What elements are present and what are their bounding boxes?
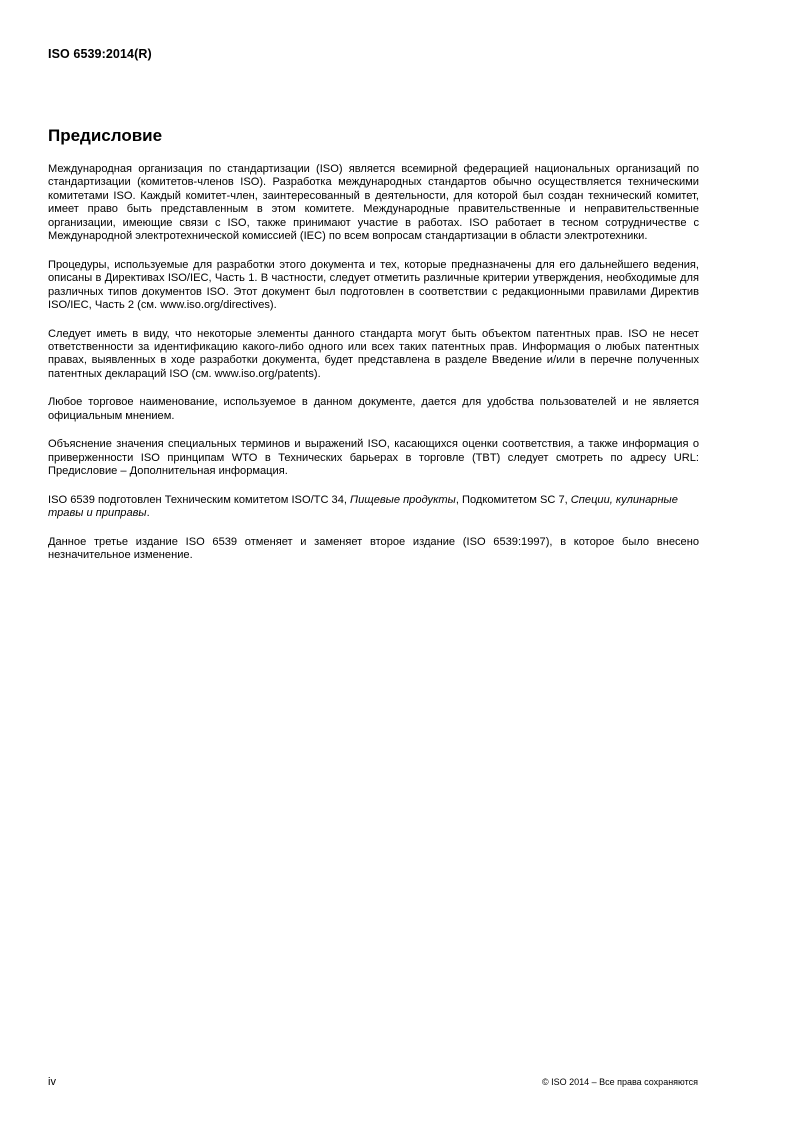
foreword-body: [48, 163, 699, 577]
paragraph-terms: Объяснение значения специальных терминов и выражений ISO, касающихся оценки соответствия, а также информация о приверженности ISO принципам WTO в Технических барьерах в торговле (TBT) следует смотреть по адресу URL: Предисловие – Дополнительная информация.: [48, 438, 699, 478]
committee-text-2: , Подкомитетом SC 7,: [455, 493, 571, 506]
paragraph-procedures: Процедуры, используемые для разработки этого документа и тех, которые предназначены для его дальнейшего ведения, описаны в Директивах ISO/IEC, Часть 1. В частности, следует отметить различные критерии утверждения, необходимые для различных типов документов ISO. Этот документ был подготовлен в соответствии с редакционными правилами Директив ISO/IEC, Часть 2 (см. www.iso.org/directives).: [48, 258, 699, 312]
subcommittee-name-spices: Специи, кулинарные травы и приправы: [48, 493, 678, 520]
paragraph-trade-names: Любое торговое наименование, используемое в данном документе, дается для удобства пользователей и не является официальным мнением.: [48, 396, 699, 422]
committee-name-food: Пищевые продукты: [350, 493, 456, 506]
copyright-notice: © ISO 2014 – Все права сохраняются: [541, 1077, 698, 1087]
paragraph-edition: Данное третье издание ISO 6539 отменяет и заменяет второе издание (ISO 6539:1997), в которое было внесено незначительное изменение.: [48, 535, 699, 561]
page-number: iv: [48, 1076, 56, 1088]
committee-text-3: .: [146, 507, 150, 520]
page-title: Предисловие: [48, 126, 163, 145]
paragraph-iso-organization: Международная организация по стандартизации (ISO) является всемирной федерацией национальных организаций по стандартизации (комитетов-членов ISO). Разработка международных стандартов обычно осуществляется техническими комитетами ISO. Каждый комитет-член, заинтересованный в деятельности, для которой был создан технический комитет, имеет право быть представленным в этом комитете. Международные правительственные и неправительственные организации, имеющие связи с ISO, также принимают участие в работах. ISO работает в тесном сотрудничестве с Международной электротехнической комиссией (IEC) по всем вопросам стандартизации в области электротехники.: [48, 163, 699, 243]
document-id: ISO 6539:2014(R): [48, 47, 152, 61]
paragraph-patents: Следует иметь в виду, что некоторые элементы данного стандарта могут быть объектом патентных прав. ISO не несет ответственности за идентификацию какого-либо одного или всех таких патентных прав. Информация о любых патентных правах, выявленных в ходе разработки документа, будет представлена в разделе Введение и/или в перечне полученных патентных деклараций ISO (см. www.iso.org/patents).: [48, 327, 699, 380]
paragraph-committee: [48, 494, 699, 521]
committee-text-1: ISO 6539 подготовлен Техническим комитетом ISO/TC 34,: [48, 493, 351, 506]
